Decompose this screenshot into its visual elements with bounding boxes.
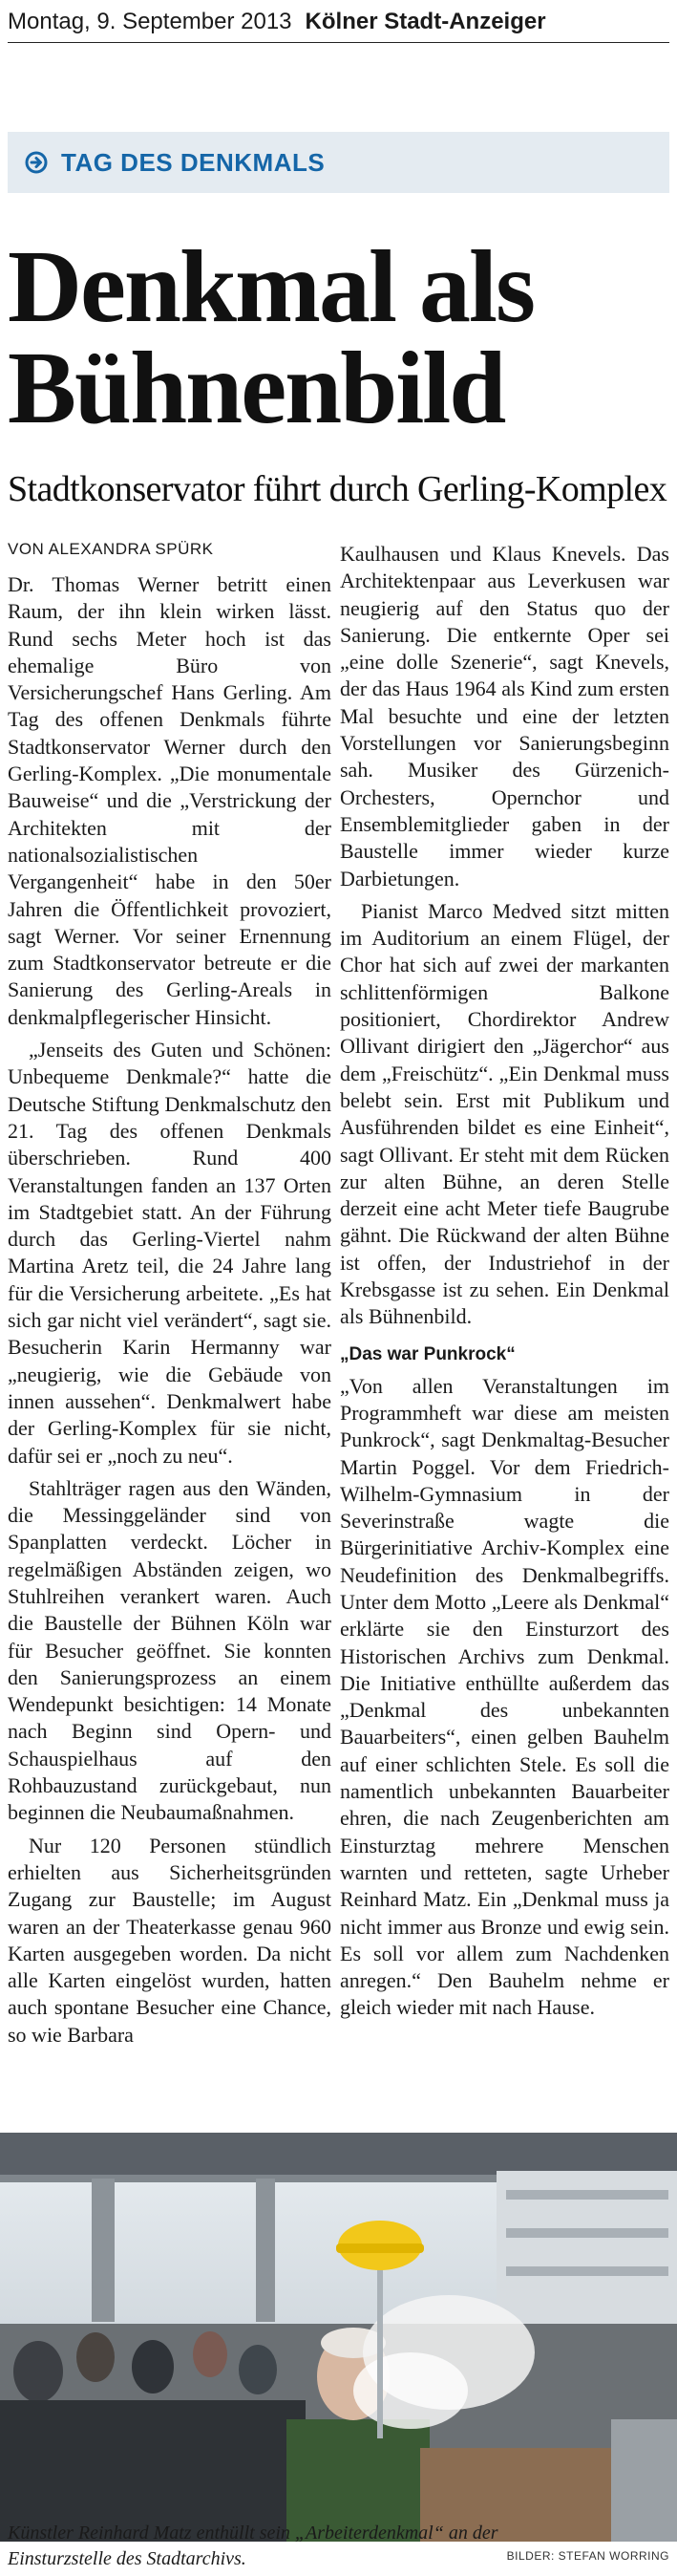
kicker-label: TAG DES DENKMALS: [61, 147, 326, 177]
paragraph: „Jenseits des Guten und Schönen: Unbequeme Denkmale?“ hatte die Deutsche Stiftung Denkmalschutz den 21. Tag des offenen Denkmals überschrieben. Rund 400 Veranstaltungen fanden an 137 Orten im Stadtgebiet statt. An der Führung durch das Gerling-Viertel nahm Martina Aretz teil, die 24 Jahre lang für die Versicherung arbeitete. „Es hat sich gar nicht viel verändert“, sagt sie. Besucherin Karin Hermanny war „neugierig, wie die Gebäude von innen aussehen“. Denkmalwert habe der Gerling-Komplex für sie nicht, dafür sei er „noch zu neu“.: [8, 1038, 331, 1468]
issue-date: Montag, 9. September 2013: [8, 9, 292, 34]
subheadline: Stadtkonservator führt durch Gerling-Komplex: [8, 469, 667, 509]
masthead-rule: [8, 42, 669, 43]
paragraph: Pianist Marco Medved sitzt mitten im Auditorium an einem Flügel, der Chor hat sich auf zwei der markanten schlittenförmigen Balkone positioniert, Chordirektor Andrew Ollivant dirigiert den „Jägerchor“ aus dem „Freischütz“. „Ein Denkmal muss belebt sein. Erst mit Publikum und Ausführenden bildet es eine Einheit“, sagt Ollivant. Er steht mit dem Rücken zur alten Bühne, an deren Stelle derzeit eine acht Meter tiefe Baugrube gähnt. Die Rückwand der alten Bühne ist offen, der Industriehof in der Krebsgasse ist zu sehen. Ein Denkmal als Bühnenbild.: [340, 898, 669, 1329]
section-subheading: „Das war Punkrock“: [340, 1343, 516, 1364]
paragraph: Stahlträger ragen aus den Wänden, die Messinggeländer sind von Spanplatten verdeckt. Löcher in regelmäßigen Abständen zeigen, wo Stuhlreihen verankert waren. Auch die Baustelle der Bühnen Köln war für Besucher geöffnet. Sie konnten den Sanierungsprozess an einem Wendepunkt besichtigen: 14 Monate nach Beginn sind Opern- und Schauspielhaus auf den Rohbauzustand zurückgebaut, nun beginnen die Neubaumaßnahmen.: [8, 1475, 331, 1825]
article-column-left: [8, 571, 331, 2054]
article-photo: [0, 2133, 677, 2542]
arrow-circle-icon: [25, 151, 48, 174]
article-column-right: [340, 541, 669, 2028]
masthead: [8, 6, 669, 38]
paragraph: Dr. Thomas Werner betritt einen Raum, der ihn klein wirken lässt. Rund sechs Meter hoch ist das ehemalige Büro von Versicherungschef Hans Gerling. Am Tag des offenen Denkmals führte Stadtkonservator Werner durch den Gerling-Komplex. „Die monumentale Bauweise“ und die „Verstrickung der Architekten mit der nationalsozialistischen Vergangenheit“ habe in den 50er Jahren die Öffentlichkeit provoziert, sagt Werner. Vor seiner Ernennung zum Stadtkonservator betreute er die Sanierung des Gerling-Areals in denkmalpflegerischer Hinsicht.: [8, 572, 331, 1029]
paragraph: „Von allen Veranstaltungen im Programmheft war diese am meisten Punkrock“, sagt Denkmaltag-Besucher Martin Poggel. Vor dem Friedrich-Wilhelm-Gymnasium in der Severinstraße wagte die Bürgerinitiative Archiv-Komplex eine Neudefinition des Denkmalbegriffs. Unter dem Motto „Leere als Denkmal“ erklärte sie den Einsturzort des Historischen Archivs zum Denkmal. Die Initiative enthüllte außerdem das „Denkmal des unbekannten Bauarbeiters“, einen gelben Bauhelm auf einer schlichten Stele. Es soll die namentlich unbekannten Bauarbeiter ehren, die nach Zeugenberichten am Einsturztag mehrere Menschen warnten und retteten, sagte Urheber Reinhard Matz. Ein „Denkmal muss ja nicht immer aus Bronze und ewig sein. Es soll vor allem zum Nachdenken anregen.“ Den Bauhelm nehme er gleich wieder mit nach Hause.: [340, 1373, 669, 2020]
newspaper-name: Kölner Stadt-Anzeiger: [305, 9, 546, 34]
byline: VON ALEXANDRA SPÜRK: [8, 540, 214, 558]
photo-caption: Künstler Reinhard Matz enthüllt sein „Arbeiterdenkmal“ an der Einsturzstelle des Stadtarchivs.: [8, 2522, 498, 2569]
section-kicker: [8, 132, 669, 193]
headline-line-2: Bühnenbild: [8, 332, 505, 445]
headline: [8, 230, 669, 445]
paragraph: Kaulhausen und Klaus Knevels. Das Architektenpaar aus Leverkusen war neugierig auf den Status quo der Sanierung. Die entkernte Oper sei „eine dolle Szenerie“, sagt Knevels, der das Haus 1964 als Kind zum ersten Mal besuchte und eine der letzten Vorstellungen vor Sanierungsbeginn sah. Musiker des Gürzenich-Orchesters, Opernchor und Ensemblemitglieder gaben in der Baustelle immer wieder kurze Darbietungen.: [340, 542, 669, 891]
headline-line-1: Denkmal als: [8, 230, 535, 344]
photo-credit: BILDER: STEFAN WORRING: [506, 2549, 669, 2563]
paragraph: Nur 120 Personen stündlich erhielten aus Sicherheitsgründen Zugang zur Baustelle; im August waren an der Theaterkasse genau 960 Karten ausgegeben worden. Da nicht alle Karten eingelöst wurden, hatten auch spontane Besucher eine Chance, so wie Barbara: [8, 1833, 331, 2047]
